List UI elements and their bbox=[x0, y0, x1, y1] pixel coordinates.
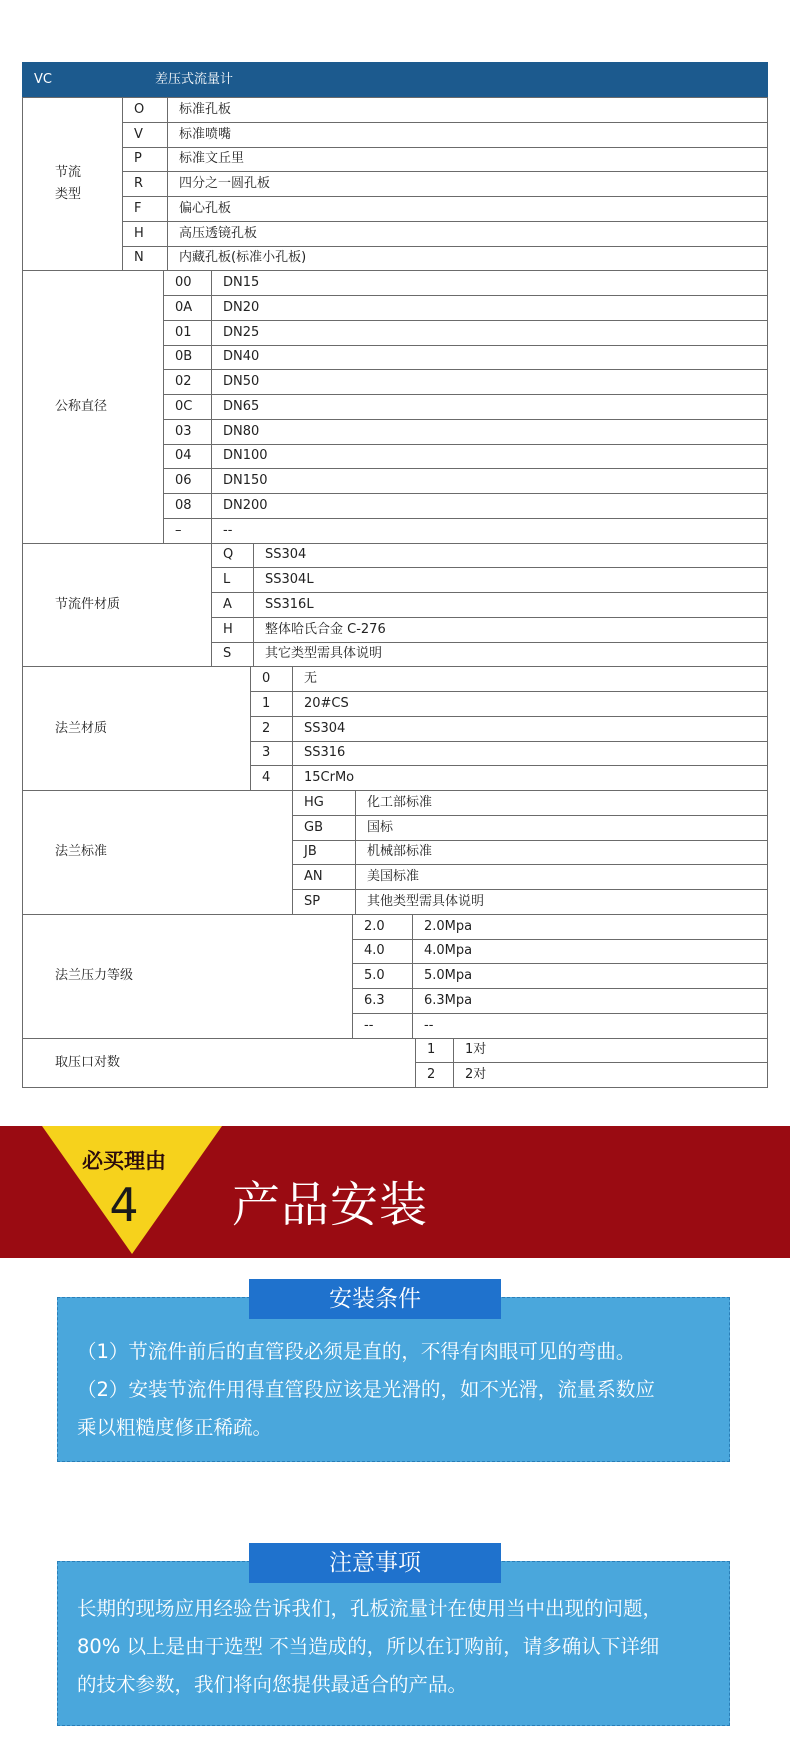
option-code: V bbox=[122, 122, 168, 148]
option-desc: 国标 bbox=[355, 815, 768, 841]
group-label-line: 类型 bbox=[55, 187, 82, 203]
install-conditions-heading: 安装条件 bbox=[249, 1279, 501, 1319]
notice-heading: 注意事项 bbox=[249, 1543, 501, 1583]
option-desc: DN40 bbox=[211, 345, 768, 371]
option-desc: DN50 bbox=[211, 369, 768, 395]
option-code: A bbox=[211, 592, 254, 618]
option-desc: 偏心孔板 bbox=[167, 196, 768, 222]
option-desc: 化工部标准 bbox=[355, 790, 768, 816]
option-code: S bbox=[211, 642, 254, 668]
option-desc: -- bbox=[412, 1013, 768, 1039]
option-desc: SS304 bbox=[253, 543, 768, 569]
option-code: 03 bbox=[163, 419, 212, 445]
option-desc: DN200 bbox=[211, 493, 768, 519]
option-code: 6.3 bbox=[352, 988, 413, 1014]
group-label-throttle-type bbox=[22, 97, 123, 271]
option-desc: 标准文丘里 bbox=[167, 147, 768, 173]
option-code: 00 bbox=[163, 270, 212, 296]
option-desc: 15CrMo bbox=[292, 765, 768, 791]
option-code: O bbox=[122, 97, 168, 123]
option-code: F bbox=[122, 196, 168, 222]
table-header-title: 差压式流量计 bbox=[122, 62, 768, 98]
group-label-flange-pressure: 法兰压力等级 bbox=[22, 914, 353, 1039]
option-desc: SS304 bbox=[292, 716, 768, 742]
option-desc: 四分之一圆孔板 bbox=[167, 171, 768, 197]
option-code: AN bbox=[292, 864, 356, 890]
option-code: 0C bbox=[163, 394, 212, 420]
option-desc: 高压透镜孔板 bbox=[167, 221, 768, 247]
option-desc: 2对 bbox=[453, 1062, 768, 1088]
option-desc: DN25 bbox=[211, 320, 768, 346]
option-code: N bbox=[122, 246, 168, 272]
install-line: （1）节流件前后的直管段必须是直的，不得有肉眼可见的弯曲。 bbox=[77, 1340, 636, 1363]
option-desc: SS316 bbox=[292, 741, 768, 767]
option-desc: 标准孔板 bbox=[167, 97, 768, 123]
option-code: HG bbox=[292, 790, 356, 816]
notice-box bbox=[57, 1550, 730, 1726]
notice-line: 的技术参数，我们将向您提供最适合的产品。 bbox=[77, 1673, 468, 1696]
reason-banner bbox=[0, 1126, 790, 1258]
option-code: – bbox=[163, 518, 212, 544]
install-conditions-box bbox=[57, 1286, 730, 1462]
option-code: -- bbox=[352, 1013, 413, 1039]
option-desc: DN150 bbox=[211, 468, 768, 494]
notice-line: 长期的现场应用经验告诉我们，孔板流量计在使用当中出现的问题， bbox=[77, 1597, 663, 1620]
option-code: 3 bbox=[250, 741, 293, 767]
notice-text bbox=[77, 1590, 710, 1704]
option-code: 04 bbox=[163, 444, 212, 470]
notice-line: 80% 以上是由于选型 不当造成的，所以在订购前，请多确认下详细 bbox=[77, 1635, 660, 1658]
option-code: 4 bbox=[250, 765, 293, 791]
option-desc: 无 bbox=[292, 666, 768, 692]
option-code: P bbox=[122, 147, 168, 173]
banner-number: 4 bbox=[109, 1178, 139, 1232]
option-desc: 6.3Mpa bbox=[412, 988, 768, 1014]
group-label-nominal-diameter: 公称直径 bbox=[22, 270, 164, 543]
option-desc: 1对 bbox=[453, 1038, 768, 1064]
option-code: R bbox=[122, 171, 168, 197]
option-code: L bbox=[211, 567, 254, 593]
option-desc: SS316L bbox=[253, 592, 768, 618]
option-code: 2 bbox=[415, 1062, 454, 1088]
option-desc: 美国标准 bbox=[355, 864, 768, 890]
option-desc: 机械部标准 bbox=[355, 840, 768, 866]
install-conditions-text bbox=[77, 1333, 710, 1447]
option-code: 0B bbox=[163, 345, 212, 371]
option-code: 08 bbox=[163, 493, 212, 519]
option-code: 0 bbox=[250, 666, 293, 692]
option-code: 4.0 bbox=[352, 939, 413, 965]
option-desc: DN100 bbox=[211, 444, 768, 470]
option-code: 02 bbox=[163, 369, 212, 395]
option-code: JB bbox=[292, 840, 356, 866]
option-code: 06 bbox=[163, 468, 212, 494]
option-desc: SS304L bbox=[253, 567, 768, 593]
option-code: Q bbox=[211, 543, 254, 569]
group-label-flange-material: 法兰材质 bbox=[22, 666, 251, 791]
option-code: 2.0 bbox=[352, 914, 413, 940]
option-desc: DN15 bbox=[211, 270, 768, 296]
option-desc: DN80 bbox=[211, 419, 768, 445]
banner-title: 产品安装 bbox=[232, 1177, 429, 1233]
option-desc: -- bbox=[211, 518, 768, 544]
option-desc: 20#CS bbox=[292, 691, 768, 717]
option-desc: 其他类型需具体说明 bbox=[355, 889, 768, 915]
option-desc: DN20 bbox=[211, 295, 768, 321]
option-desc: DN65 bbox=[211, 394, 768, 420]
group-label-tap-pairs: 取压口对数 bbox=[22, 1038, 416, 1089]
option-code: 1 bbox=[250, 691, 293, 717]
option-desc: 内藏孔板(标准小孔板) bbox=[167, 246, 768, 272]
group-label-line: 节流 bbox=[55, 165, 82, 181]
option-desc: 整体哈氏合金 C-276 bbox=[253, 617, 768, 643]
install-line: 乘以粗糙度修正稀疏。 bbox=[77, 1416, 273, 1439]
option-code: 01 bbox=[163, 320, 212, 346]
option-code: 2 bbox=[250, 716, 293, 742]
option-code: SP bbox=[292, 889, 356, 915]
option-code: 0A bbox=[163, 295, 212, 321]
selection-table bbox=[22, 62, 768, 1093]
option-code: H bbox=[211, 617, 254, 643]
option-desc: 标准喷嘴 bbox=[167, 122, 768, 148]
banner-tag: 必买理由 bbox=[82, 1149, 166, 1173]
option-code: GB bbox=[292, 815, 356, 841]
option-code: 5.0 bbox=[352, 963, 413, 989]
table-header-code: VC bbox=[22, 62, 123, 98]
option-code: 1 bbox=[415, 1038, 454, 1064]
option-code: H bbox=[122, 221, 168, 247]
option-desc: 4.0Mpa bbox=[412, 939, 768, 965]
group-label-throttle-material: 节流件材质 bbox=[22, 543, 212, 668]
option-desc: 5.0Mpa bbox=[412, 963, 768, 989]
option-desc: 2.0Mpa bbox=[412, 914, 768, 940]
install-line: （2）安装节流件用得直管段应该是光滑的，如不光滑，流量系数应 bbox=[77, 1378, 655, 1401]
option-desc: 其它类型需具体说明 bbox=[253, 642, 768, 668]
group-label-flange-standard: 法兰标准 bbox=[22, 790, 293, 915]
